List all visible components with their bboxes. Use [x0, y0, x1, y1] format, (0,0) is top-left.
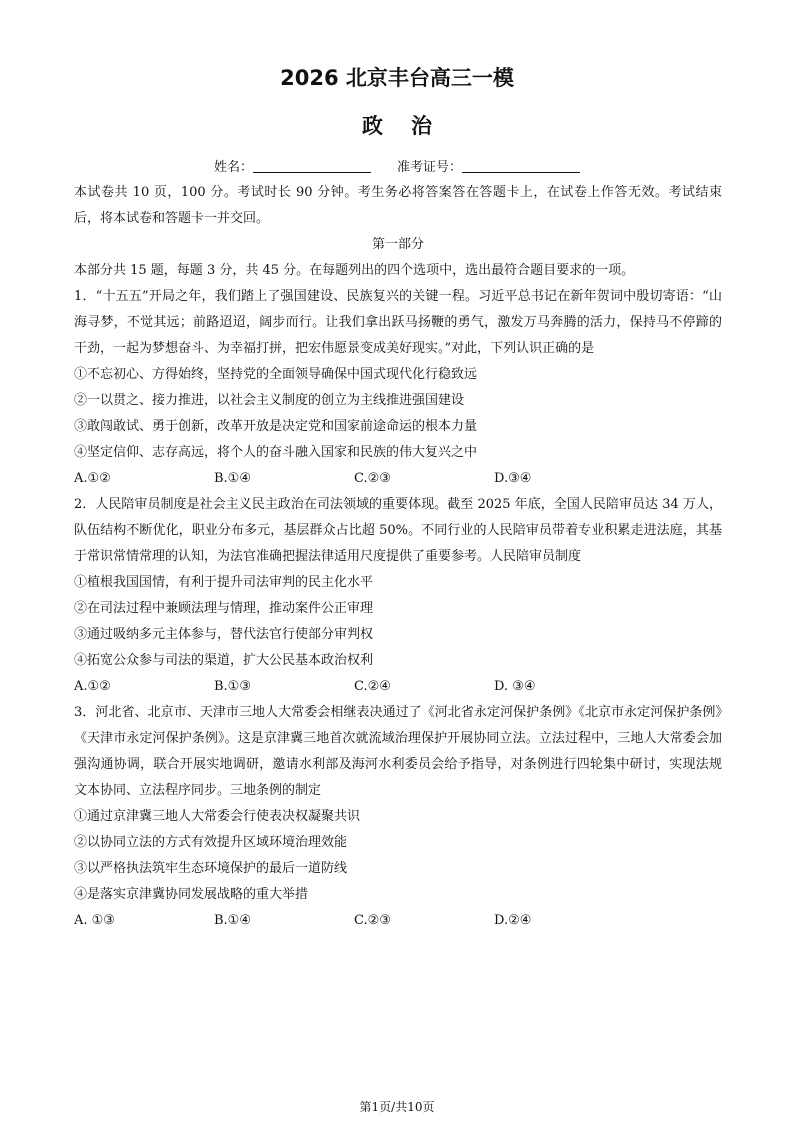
- statement-item: ③通过吸纳多元主体参与，替代法官行使部分审判权: [74, 627, 374, 642]
- statement-item: ②在司法过程中兼顾法理与情理，推动案件公正审理: [74, 601, 374, 616]
- question-stem: 3．河北省、北京市、天津市三地人大常委会相继表决通过了《河北省永定河保护条例》《北京市永定河保护条例》《天津市永定河保护条例》。这是京津冀三地首次就流域治理保护开展协同立法。立法过程中，三地人大常委会加强沟通协调，联合开展实地调研，邀请水利部及海河水利委员会给予指导，对条例进行四轮集中研讨，实现法规文本协同、立法程序同步。三地条例的制定: [74, 705, 722, 798]
- option-c: C.②③: [354, 471, 391, 486]
- option-b: B.①④: [214, 913, 251, 928]
- question-stem: 1．“十五五”开局之年，我们踏上了强国建设、民族复兴的关键一程。习近平总书记在新年贺词中殷切寄语：“山海寻梦，不觉其远；前路迢迢，阔步而行。让我们拿出跃马扬鞭的勇气，激发万马奔腾的活力，保持马不停蹄的干劲，一起为梦想奋斗、为幸福打拼，把宏伟愿景变成美好现实。”对此，下列认识正确的是: [74, 289, 722, 356]
- subject-title: 政治: [362, 114, 460, 138]
- option-a: A. ①③: [74, 913, 115, 928]
- part-intro: 本部分共 15 题，每题 3 分，共 45 分。在每题列出的四个选项中，选出最符合题目要求的一项。: [74, 263, 635, 278]
- question-stem: 2．人民陪审员制度是社会主义民主政治在司法领域的重要体现。截至 2025 年底，全国人民陪审员达 34 万人，队伍结构不断优化，职业分布多元，基层群众占比超 50%。不同行业的人民陪审员带着专业积累走进法庭，其基于常识常情常理的认知，为法官准确把握法律适用尺度提供了重要参考。人民陪审员制度: [74, 497, 722, 564]
- statement-item: ④拓宽公众参与司法的渠道，扩大公民基本政治权利: [74, 653, 374, 668]
- name-blank: [253, 159, 371, 173]
- name-label: 姓名：: [213, 160, 253, 175]
- question-2: [74, 492, 722, 700]
- question-1: [74, 284, 722, 492]
- exam-content: [74, 180, 722, 934]
- statement-item: ④坚定信仰、志存高远，将个人的奋斗融入国家和民族的伟大复兴之中: [74, 445, 478, 460]
- page-number: 第1页/共10页: [359, 1100, 435, 1114]
- option-b: B.①③: [214, 679, 251, 694]
- statement-item: ③以严格执法筑牢生态环境保护的最后一道防线: [74, 861, 348, 876]
- option-c: C.②④: [354, 679, 391, 694]
- option-b: B.①④: [214, 471, 251, 486]
- statement-item: ④是落实京津冀协同发展战略的重大举措: [74, 887, 309, 902]
- statement-item: ②以协同立法的方式有效提升区域环境治理效能: [74, 835, 348, 850]
- statement-item: ①不忘初心、方得始终，坚持党的全面领导确保中国式现代化行稳致远: [74, 367, 478, 382]
- option-d: D.②④: [494, 913, 532, 928]
- option-a: A.①②: [74, 679, 111, 694]
- option-d: D.③④: [494, 471, 532, 486]
- part-title: 第一部分: [371, 237, 424, 252]
- option-a: A.①②: [74, 471, 111, 486]
- answer-options: [74, 908, 722, 934]
- statement-item: ③敢闯敢试、勇于创新，改革开放是决定党和国家前途命运的根本力量: [74, 419, 478, 434]
- question-3: [74, 700, 722, 934]
- option-d: D. ③④: [494, 679, 536, 694]
- id-label: 准考证号：: [397, 160, 463, 175]
- id-blank: [462, 159, 580, 173]
- option-c: C.②③: [354, 913, 391, 928]
- answer-options: [74, 466, 722, 492]
- statement-item: ①通过京津冀三地人大常委会行使表决权凝聚共识: [74, 809, 361, 824]
- statement-item: ①植根我国国情，有利于提升司法审判的民主化水平: [74, 575, 374, 590]
- answer-options: [74, 674, 722, 700]
- statement-item: ②一以贯之、接力推进，以社会主义制度的创立为主线推进强国建设: [74, 393, 465, 408]
- exam-title: 2026 北京丰台高三一模: [280, 66, 514, 90]
- candidate-info: [0, 156, 794, 175]
- instructions: 本试卷共 10 页，100 分。考试时长 90 分钟。考生务必将答案答在答题卡上，在试卷上作答无效。考试结束后，将本试卷和答题卡一并交回。: [74, 185, 722, 226]
